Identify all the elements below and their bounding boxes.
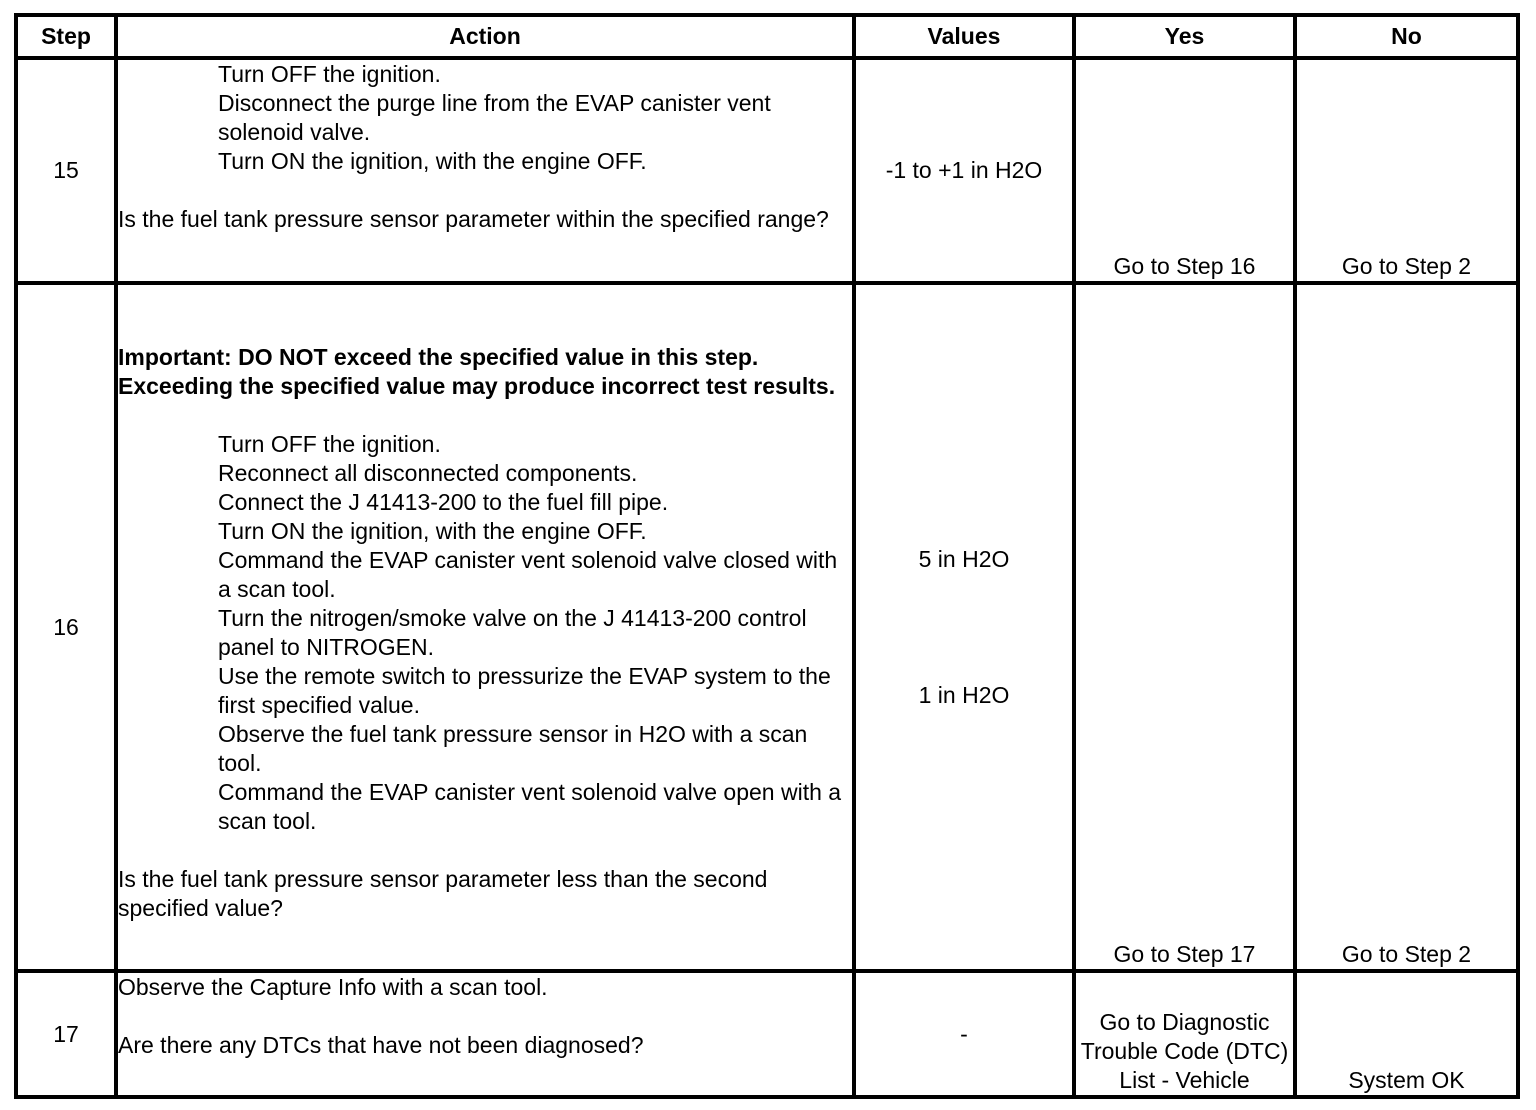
header-values: Values bbox=[854, 15, 1074, 58]
table-row-step-17 bbox=[16, 971, 1518, 1097]
value-text: 1 in H2O bbox=[918, 682, 1010, 708]
table-row-step-16 bbox=[16, 283, 1518, 971]
action-item: Turn the nitrogen/smoke valve on the J 41413-200 control panel to NITROGEN. bbox=[218, 605, 807, 660]
header-yes: Yes bbox=[1074, 15, 1295, 58]
action-cell bbox=[116, 283, 854, 971]
spacer bbox=[118, 285, 852, 343]
question-text: Is the fuel tank pressure sensor parameter less than the second specified value? bbox=[118, 866, 768, 921]
no-cell bbox=[1295, 283, 1518, 971]
action-item: Connect the J 41413-200 to the fuel fill pipe. bbox=[218, 489, 669, 515]
step-number: 16 bbox=[16, 283, 116, 971]
diagnostic-table bbox=[14, 13, 1520, 1099]
spacer bbox=[118, 836, 852, 865]
action-item: Turn OFF the ignition. bbox=[218, 431, 441, 457]
no-text: Go to Step 2 bbox=[1341, 253, 1472, 279]
action-list bbox=[118, 60, 852, 176]
yes-text: Go to Step 16 bbox=[1113, 253, 1256, 279]
yes-cell bbox=[1074, 283, 1295, 971]
action-cell bbox=[116, 971, 854, 1097]
action-item: Observe the fuel tank pressure sensor in H2O with a scan tool. bbox=[218, 721, 808, 776]
table-row-step-15 bbox=[16, 58, 1518, 283]
yes-text: Go to Diagnostic Trouble Code (DTC) List - Vehicle bbox=[1080, 1009, 1289, 1093]
action-cell bbox=[116, 58, 854, 283]
header-row bbox=[16, 15, 1518, 58]
action-item: Command the EVAP canister vent solenoid valve open with a scan tool. bbox=[218, 779, 842, 834]
action-item: Disconnect the purge line from the EVAP canister vent solenoid valve. bbox=[218, 90, 771, 145]
yes-cell bbox=[1074, 58, 1295, 283]
values-cell bbox=[854, 971, 1074, 1097]
no-text: Go to Step 2 bbox=[1341, 941, 1472, 967]
yes-cell bbox=[1074, 971, 1295, 1097]
no-cell bbox=[1295, 58, 1518, 283]
yes-text: Go to Step 17 bbox=[1113, 941, 1256, 967]
action-item: Reconnect all disconnected components. bbox=[218, 460, 638, 486]
no-cell bbox=[1295, 971, 1518, 1097]
step-number: 15 bbox=[16, 58, 116, 283]
spacer bbox=[118, 1002, 852, 1031]
header-step: Step bbox=[16, 15, 116, 58]
action-item: Turn ON the ignition, with the engine OFF. bbox=[218, 148, 647, 174]
important-note: Important: DO NOT exceed the specified value in this step. Exceeding the specified value may produce incorrect test results. bbox=[118, 344, 836, 399]
question-text: Is the fuel tank pressure sensor parameter within the specified range? bbox=[118, 206, 829, 232]
value-text: -1 to +1 in H2O bbox=[885, 157, 1043, 183]
spacer bbox=[118, 176, 852, 205]
action-item: Use the remote switch to pressurize the EVAP system to the first specified value. bbox=[218, 663, 831, 718]
action-item: Observe the Capture Info with a scan tool. bbox=[118, 974, 548, 1000]
value-text: - bbox=[960, 1020, 968, 1047]
value-text: 5 in H2O bbox=[918, 546, 1010, 572]
question-text: Are there any DTCs that have not been diagnosed? bbox=[118, 1032, 644, 1058]
header-no: No bbox=[1295, 15, 1518, 58]
action-item: Turn ON the ignition, with the engine OFF. bbox=[218, 518, 647, 544]
action-item: Command the EVAP canister vent solenoid valve closed with a scan tool. bbox=[218, 547, 838, 602]
values-cell bbox=[854, 283, 1074, 971]
header-action: Action bbox=[116, 15, 854, 58]
no-text: System OK bbox=[1348, 1067, 1465, 1093]
spacer bbox=[118, 401, 852, 430]
action-list bbox=[118, 430, 852, 836]
values-cell bbox=[854, 58, 1074, 283]
action-item: Turn OFF the ignition. bbox=[218, 61, 441, 87]
step-number: 17 bbox=[16, 971, 116, 1097]
